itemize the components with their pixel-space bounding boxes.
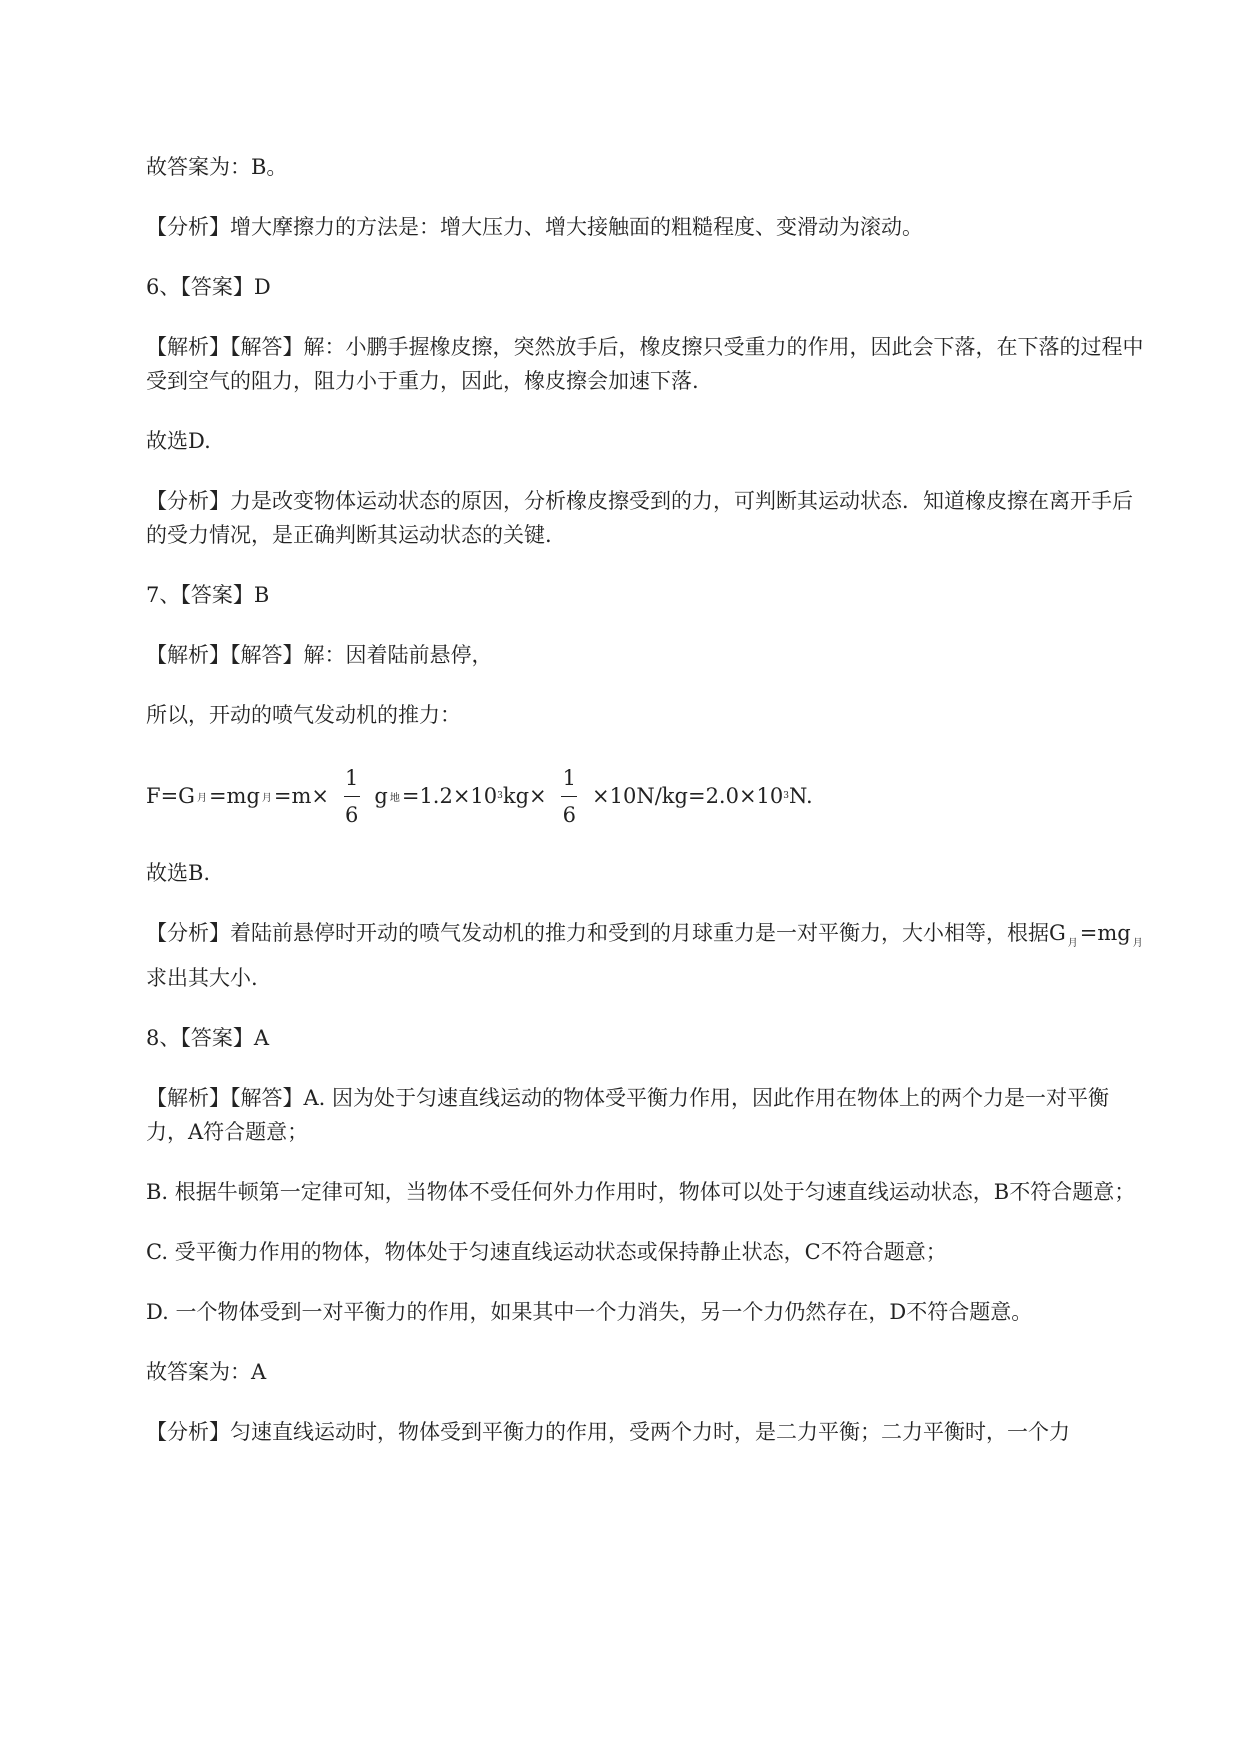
formula-part: ×10N/kg=2.0×10 (592, 784, 784, 808)
paragraph-q8-answer: 8、【答案】A (146, 1026, 270, 1050)
paragraph-q6-solution: 【解析】【解答】解：小鹏手握橡皮擦，突然放手后，橡皮擦只受重力的作用，因此会下落，在下落的过程中受到空气的阻力，阻力小于重力，因此，橡皮擦会加速下落. (146, 335, 1144, 393)
formula-part: kg× (502, 784, 547, 808)
formula-exponent: 3 (783, 791, 790, 801)
paragraph-q6-answer: 6、【答案】D (146, 275, 271, 299)
paragraph-q8-solution-d: D. 一个物体受到一对平衡力的作用，如果其中一个力消失，另一个力仍然存在，D不符合题意。 (146, 1300, 1033, 1324)
fraction-one-sixth (341, 764, 362, 829)
analysis-subscript: 月 (1067, 938, 1078, 949)
document-content (146, 150, 1146, 1475)
formula-part: =mg (208, 784, 260, 808)
analysis-text: 【分析】着陆前悬停时开动的喷气发动机的推力和受到的月球重力是一对平衡力，大小相等，根据G (146, 921, 1066, 945)
paragraph-q7-choice: 故选B. (146, 861, 211, 885)
formula-subscript: 月 (196, 792, 207, 804)
formula-exponent: 3 (497, 791, 503, 801)
paragraph-q7-answer: 7、【答案】B (146, 583, 270, 607)
paragraph-q8-choice: 故答案为：A (146, 1360, 267, 1384)
paragraph-answer-5: 故答案为：B。 (146, 155, 288, 179)
fraction-denominator: 6 (562, 802, 577, 827)
formula-part: F=G (146, 784, 195, 808)
paragraph-analysis-5: 【分析】增大摩擦力的方法是：增大压力、增大接触面的粗糙程度、变滑动为滚动。 (146, 215, 923, 239)
analysis-subscript: 月 (1132, 938, 1143, 949)
paragraph-q6-analysis: 【分析】力是改变物体运动状态的原因，分析橡皮擦受到的力，可判断其运动状态．知道橡皮擦在离开手后的受力情况，是正确判断其运动状态的关键. (146, 489, 1133, 547)
analysis-text: =mg (1079, 921, 1131, 945)
paragraph-q7-analysis (146, 916, 1146, 995)
formula-part: =m× (273, 784, 330, 808)
fraction-denominator: 6 (345, 802, 359, 827)
formula-subscript: 地 (389, 792, 400, 804)
formula-part: =1.2×10 (401, 784, 498, 808)
formula-subscript: 月 (261, 792, 272, 804)
paragraph-q8-solution-b: B. 根据牛顿第一定律可知，当物体不受任何外力作用时，物体可以处于匀速直线运动状态，B不符合题意； (146, 1180, 1136, 1204)
paragraph-q7-thrust: 所以，开动的喷气发动机的推力： (146, 703, 461, 727)
paragraph-q6-choice: 故选D. (146, 429, 211, 453)
formula-part: g (374, 784, 388, 808)
fraction-bar (344, 796, 360, 797)
paragraph-q7-solution: 【解析】【解答】解：因着陆前悬停， (146, 643, 493, 667)
analysis-text: 求出其大小. (146, 966, 258, 990)
fraction-bar (561, 796, 577, 797)
fraction-numerator: 1 (345, 765, 359, 790)
thrust-formula (146, 758, 1146, 834)
fraction-one-sixth (559, 764, 580, 829)
paragraph-q8-analysis: 【分析】匀速直线运动时，物体受到平衡力的作用，受两个力时，是二力平衡；二力平衡时，一个力 (146, 1420, 1070, 1444)
paragraph-q8-solution-c: C. 受平衡力作用的物体，物体处于匀速直线运动状态或保持静止状态，C不符合题意； (146, 1240, 947, 1264)
formula-part: N. (789, 784, 813, 808)
paragraph-q8-solution-a: 【解析】【解答】A. 因为处于匀速直线运动的物体受平衡力作用，因此作用在物体上的两个力是一对平衡力，A符合题意； (146, 1086, 1110, 1144)
fraction-numerator: 1 (562, 765, 577, 790)
